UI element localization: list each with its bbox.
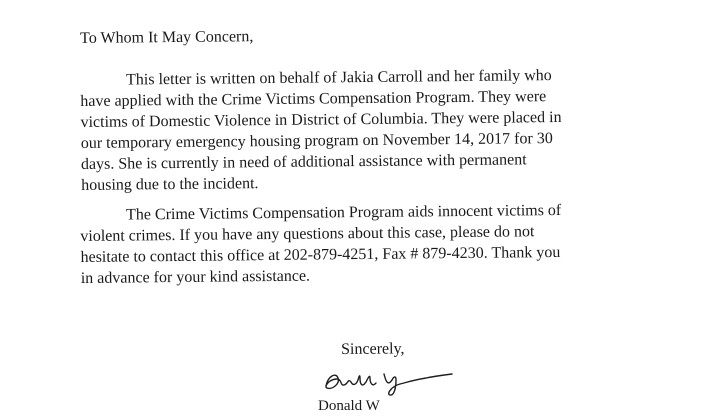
paragraph-1	[80, 64, 641, 196]
paragraph-1-line: days. She is currently in need of additional assistance with permanent	[80, 151, 527, 173]
paragraph-1-line: housing due to the incident.	[81, 175, 259, 194]
signer-name: Donald W	[318, 398, 380, 414]
paragraph-1-line: This letter is written on behalf of Jakia Carroll and her family who	[126, 67, 552, 89]
paragraph-2	[80, 199, 641, 289]
paragraph-2-line: violent crimes. If you have any questions about this case, please do not	[80, 223, 535, 245]
paragraph-1-line: have applied with the Crime Victims Compensation Program. They were	[80, 88, 547, 110]
paragraph-2-line: The Crime Victims Compensation Program aids innocent victims of	[126, 201, 562, 224]
paragraph-2-line: in advance for your kind assistance.	[80, 267, 311, 287]
salutation: To Whom It May Concern,	[80, 28, 254, 47]
paragraph-1-line: our temporary emergency housing program on November 14, 2017 for 30	[80, 130, 553, 152]
closing: Sincerely,	[341, 340, 405, 358]
handwritten-signature	[318, 366, 458, 398]
paragraph-2-line: hesitate to contact this office at 202-879-4251, Fax # 879-4230. Thank you	[80, 243, 561, 266]
paragraph-1-line: victims of Domestic Violence in District of Columbia. They were placed in	[80, 108, 562, 131]
